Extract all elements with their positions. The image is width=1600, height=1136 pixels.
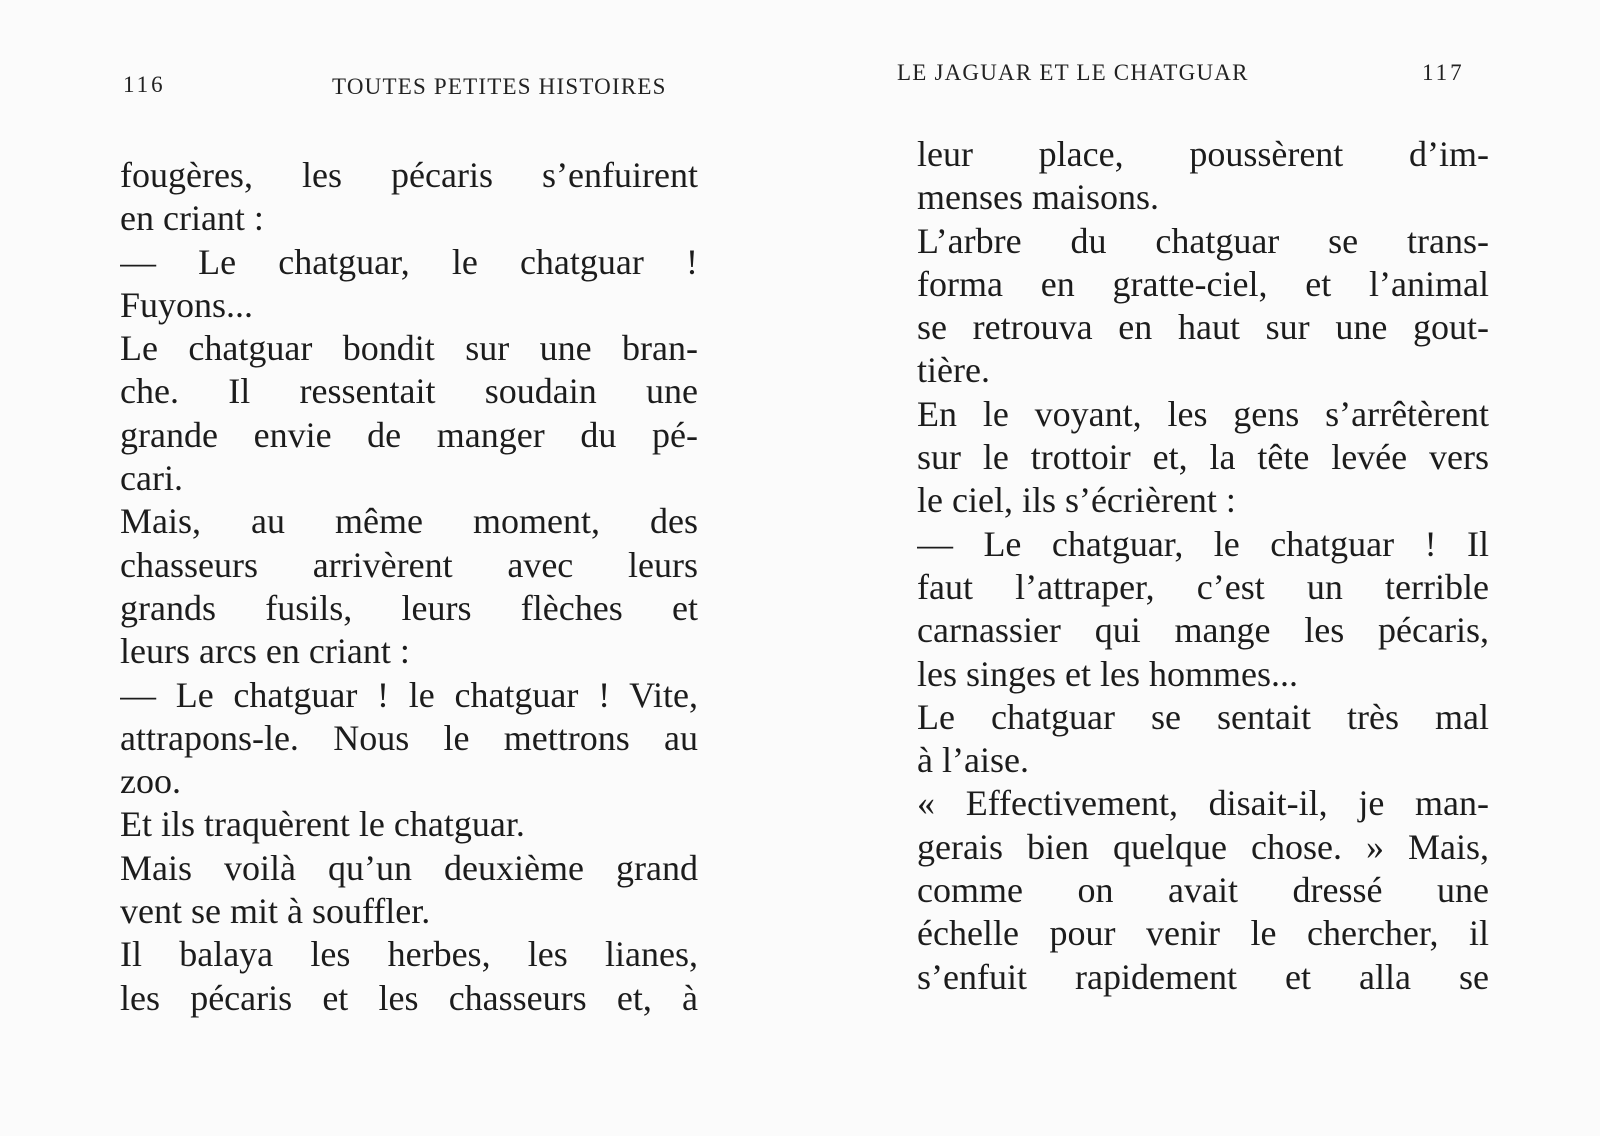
text-line: carnassier qui mange les pécaris, xyxy=(917,610,1489,651)
text-line: sur le trottoir et, la tête levée vers xyxy=(917,437,1489,478)
text-line: les singes et les hommes... xyxy=(917,653,1298,694)
text-line: Le chatguar bondit sur une bran- xyxy=(120,328,698,369)
text-line: tière. xyxy=(917,350,990,391)
text-line: à l’aise. xyxy=(917,740,1029,781)
text-line: Et ils traquèrent le chatguar. xyxy=(120,804,525,845)
text-line: comme on avait dressé une xyxy=(917,870,1489,911)
text-line: che. Il ressentait soudain une xyxy=(120,371,698,412)
right-page xyxy=(800,0,1600,1136)
text-line: — Le chatguar ! le chatguar ! Vite, xyxy=(120,674,698,715)
text-line: vent se mit à souffler. xyxy=(120,891,431,932)
text-line: — Le chatguar, le chatguar ! xyxy=(120,241,698,282)
text-line: les pécaris et les chasseurs et, à xyxy=(120,977,698,1018)
text-line: gerais bien quelque chose. » Mais, xyxy=(917,826,1489,867)
page-number: 116 xyxy=(123,72,166,97)
text-line: grands fusils, leurs flèches et xyxy=(120,587,698,628)
text-line: Mais voilà qu’un deuxième grand xyxy=(120,847,698,888)
body-text xyxy=(120,154,698,1020)
text-line: échelle pour venir le chercher, il xyxy=(917,913,1489,954)
text-line: Le chatguar se sentait très mal xyxy=(917,696,1489,737)
text-line: cari. xyxy=(120,458,183,499)
text-line: s’enfuit rapidement et alla se xyxy=(917,956,1489,997)
text-line: — Le chatguar, le chatguar ! Il xyxy=(917,523,1489,564)
text-line: se retrouva en haut sur une gout- xyxy=(917,307,1489,348)
text-line: zoo. xyxy=(120,761,181,802)
text-line: en criant : xyxy=(120,198,264,239)
text-line: faut l’attraper, c’est un terrible xyxy=(917,566,1489,607)
text-line: forma en gratte-ciel, et l’animal xyxy=(917,263,1489,304)
running-head: TOUTES PETITES HISTOIRES xyxy=(332,74,667,99)
text-line: grande envie de manger du pé- xyxy=(120,414,698,455)
page-number: 117 xyxy=(1422,60,1465,85)
text-line: En le voyant, les gens s’arrêtèrent xyxy=(917,393,1489,434)
text-line: Mais, au même moment, des xyxy=(120,501,698,542)
text-line: le ciel, ils s’écrièrent : xyxy=(917,480,1236,521)
text-line: Fuyons... xyxy=(120,284,254,325)
text-line: leurs arcs en criant : xyxy=(120,631,410,672)
text-line: attrapons-le. Nous le mettrons au xyxy=(120,717,698,758)
text-line: menses maisons. xyxy=(917,177,1159,218)
running-head: LE JAGUAR ET LE CHATGUAR xyxy=(897,60,1249,85)
body-text xyxy=(917,133,1489,999)
text-line: chasseurs arrivèrent avec leurs xyxy=(120,544,698,585)
text-line: « Effectivement, disait-il, je man- xyxy=(917,783,1489,824)
text-line: Il balaya les herbes, les lianes, xyxy=(120,934,698,975)
text-line: L’arbre du chatguar se trans- xyxy=(917,220,1489,261)
text-line: leur place, poussèrent d’im- xyxy=(917,134,1489,174)
text-line: fougères, les pécaris s’enfuirent xyxy=(120,155,698,195)
